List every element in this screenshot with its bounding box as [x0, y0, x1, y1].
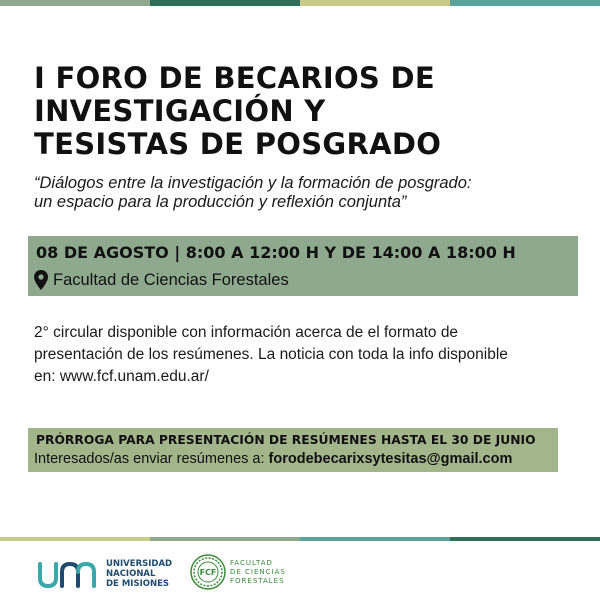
fcf-name-line: DE CIENCIAS	[230, 568, 286, 576]
top-bar-segment	[450, 0, 600, 6]
event-info-box	[28, 236, 578, 296]
contact-email: forodebecarixsytesitas@gmail.com	[268, 451, 513, 467]
top-bar-segment	[300, 0, 450, 6]
unam-name-line: UNIVERSIDAD	[106, 559, 173, 569]
unam-name-line: DE MISIONES	[106, 579, 169, 589]
fcf-name-line: FACULTAD	[230, 559, 273, 567]
poster-title	[34, 62, 574, 161]
bottom-bar-segment	[0, 537, 150, 541]
top-color-bar	[0, 0, 600, 6]
notice-line: 2° circular disponible con información acerca de el formato de	[34, 324, 459, 341]
extension-box	[28, 428, 558, 472]
notice-line: presentación de los resúmenes. La noticia con toda la info disponible	[34, 346, 508, 363]
notice-line: en: www.fcf.unam.edu.ar/	[34, 368, 209, 385]
bottom-color-bar	[0, 537, 600, 541]
circular-notice	[34, 322, 574, 388]
bottom-bar-segment	[450, 537, 600, 541]
bottom-bar-segment	[150, 537, 300, 541]
event-place	[34, 270, 289, 290]
map-pin-icon	[34, 270, 48, 290]
extension-contact	[34, 451, 512, 467]
extension-contact-prefix: Interesados/as enviar resúmenes a:	[34, 451, 269, 467]
fcf-seal-text: FCF	[199, 568, 217, 577]
event-place-label: Facultad de Ciencias Forestales	[53, 270, 289, 289]
title-line: TESISTAS DE POSGRADO	[34, 127, 442, 161]
poster-subtitle	[34, 174, 574, 212]
fcf-name-line: FORESTALES	[230, 577, 285, 585]
top-bar-segment	[150, 0, 300, 6]
unam-name	[106, 559, 172, 589]
title-line: INVESTIGACIÓN Y	[34, 94, 326, 128]
subtitle-line: un espacio para la producción y reflexión conjunta”	[34, 193, 407, 211]
subtitle-line: “Diálogos entre la investigación y la formación de posgrado:	[34, 174, 472, 192]
extension-headline: PRÓRROGA PARA PRESENTACIÓN DE RESÚMENES HASTA EL 30 DE JUNIO	[36, 433, 536, 447]
footer-logos	[0, 548, 600, 600]
bottom-bar-segment	[300, 537, 450, 541]
unam-logo	[36, 560, 100, 590]
title-line: I FORO DE BECARIOS DE	[34, 61, 435, 95]
event-datetime: 08 DE AGOSTO | 8:00 A 12:00 H Y DE 14:00 A 18:00 H	[36, 243, 516, 262]
top-bar-segment	[0, 0, 150, 6]
unam-name-line: NACIONAL	[106, 569, 156, 579]
fcf-name	[230, 559, 286, 586]
fcf-seal	[190, 554, 226, 590]
